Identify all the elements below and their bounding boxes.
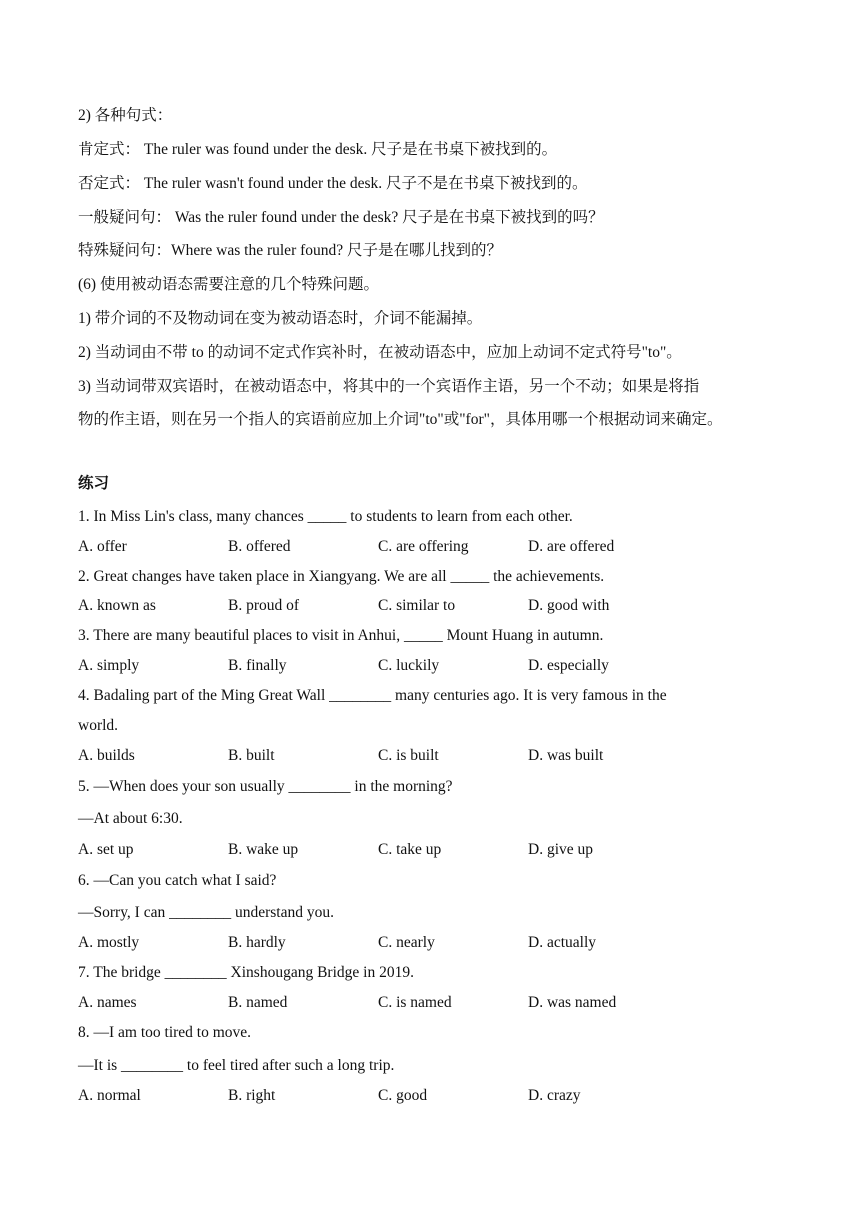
grammar-line-4: 一般疑问句： Was the ruler found under the desk? 尺子是在书桌下被找到的吗？ xyxy=(78,209,604,226)
question-6-option-a: A. mostly xyxy=(78,934,140,951)
grammar-line-1: 2) 各种句式： xyxy=(78,107,173,124)
question-6-option-d: D. actually xyxy=(528,934,597,951)
question-1-option-a: A. offer xyxy=(78,538,127,555)
question-2-option-d: D. good with xyxy=(528,597,610,614)
question-5-stem: 5. ―When does your son usually ________ in the morning? xyxy=(78,778,453,795)
question-6-option-b: B. hardly xyxy=(228,934,286,951)
question-2-stem: 2. Great changes have taken place in Xiangyang. We are all _____ the achievements. xyxy=(78,568,605,585)
grammar-line-5: 特殊疑问句：Where was the ruler found? 尺子是在哪儿找到的？ xyxy=(78,242,503,259)
question-5-answer-line: —At about 6:30. xyxy=(78,810,183,827)
question-1-option-d: D. are offered xyxy=(528,538,615,555)
question-3-option-a: A. simply xyxy=(78,657,140,674)
question-4-option-c: C. is built xyxy=(378,747,439,764)
grammar-line-7: 1) 带介词的不及物动词在变为被动语态时，介词不能漏掉。 xyxy=(78,310,483,327)
question-4-stem-continued: world. xyxy=(78,717,119,734)
question-4-stem: 4. Badaling part of the Ming Great Wall ________ many centuries ago. It is very famous in the xyxy=(78,687,667,704)
question-1-option-c: C. are offering xyxy=(378,538,469,555)
question-8-stem: 8. ―I am too tired to move. xyxy=(78,1024,252,1041)
question-8-option-d: D. crazy xyxy=(528,1087,581,1104)
grammar-line-8: 2) 当动词由不带 to 的动词不定式作宾补时，在被动语态中，应加上动词不定式符号"to"。 xyxy=(78,344,682,361)
question-8-option-b: B. right xyxy=(228,1087,276,1104)
grammar-line-3: 否定式： The ruler wasn't found under the desk. 尺子不是在书桌下被找到的。 xyxy=(78,175,588,192)
question-6-stem: 6. ―Can you catch what I said? xyxy=(78,872,277,889)
question-7-option-d: D. was named xyxy=(528,994,617,1011)
question-8-answer-line: —It is ________ to feel tired after such a long trip. xyxy=(78,1057,395,1074)
question-7-option-c: C. is named xyxy=(378,994,452,1011)
question-6-option-c: C. nearly xyxy=(378,934,435,951)
question-4-option-d: D. was built xyxy=(528,747,604,764)
question-8-option-a: A. normal xyxy=(78,1087,141,1104)
question-5-option-c: C. take up xyxy=(378,841,442,858)
question-5-option-d: D. give up xyxy=(528,841,594,858)
question-8-option-c: C. good xyxy=(378,1087,428,1104)
question-1-stem: 1. In Miss Lin's class, many chances _____ to students to learn from each other. xyxy=(78,508,573,525)
question-4-option-a: A. builds xyxy=(78,747,135,764)
grammar-line-9: 3) 当动词带双宾语时，在被动语态中，将其中的一个宾语作主语，另一个不动；如果是将指 xyxy=(78,378,700,395)
question-3-option-b: B. finally xyxy=(228,657,287,674)
question-7-stem: 7. The bridge ________ Xinshougang Bridge in 2019. xyxy=(78,964,414,981)
question-5-option-a: A. set up xyxy=(78,841,134,858)
question-1-option-b: B. offered xyxy=(228,538,291,555)
grammar-line-2: 肯定式： The ruler was found under the desk. 尺子是在书桌下被找到的。 xyxy=(78,141,558,158)
question-2-option-a: A. known as xyxy=(78,597,156,614)
grammar-line-6: (6) 使用被动语态需要注意的几个特殊问题。 xyxy=(78,276,379,293)
grammar-line-10: 物的作主语，则在另一个指人的宾语前应加上介词"to"或"for"，具体用哪一个根据动词来确定。 xyxy=(78,411,723,428)
question-7-option-a: A. names xyxy=(78,994,137,1011)
question-3-stem: 3. There are many beautiful places to visit in Anhui, _____ Mount Huang in autumn. xyxy=(78,627,604,644)
question-3-option-d: D. especially xyxy=(528,657,609,674)
question-6-answer-line: —Sorry, I can ________ understand you. xyxy=(78,904,334,921)
question-3-option-c: C. luckily xyxy=(378,657,440,674)
question-4-option-b: B. built xyxy=(228,747,275,764)
exercise-heading: 练习 xyxy=(78,475,110,492)
question-5-option-b: B. wake up xyxy=(228,841,299,858)
question-2-option-b: B. proud of xyxy=(228,597,300,614)
question-2-option-c: C. similar to xyxy=(378,597,456,614)
question-7-option-b: B. named xyxy=(228,994,288,1011)
